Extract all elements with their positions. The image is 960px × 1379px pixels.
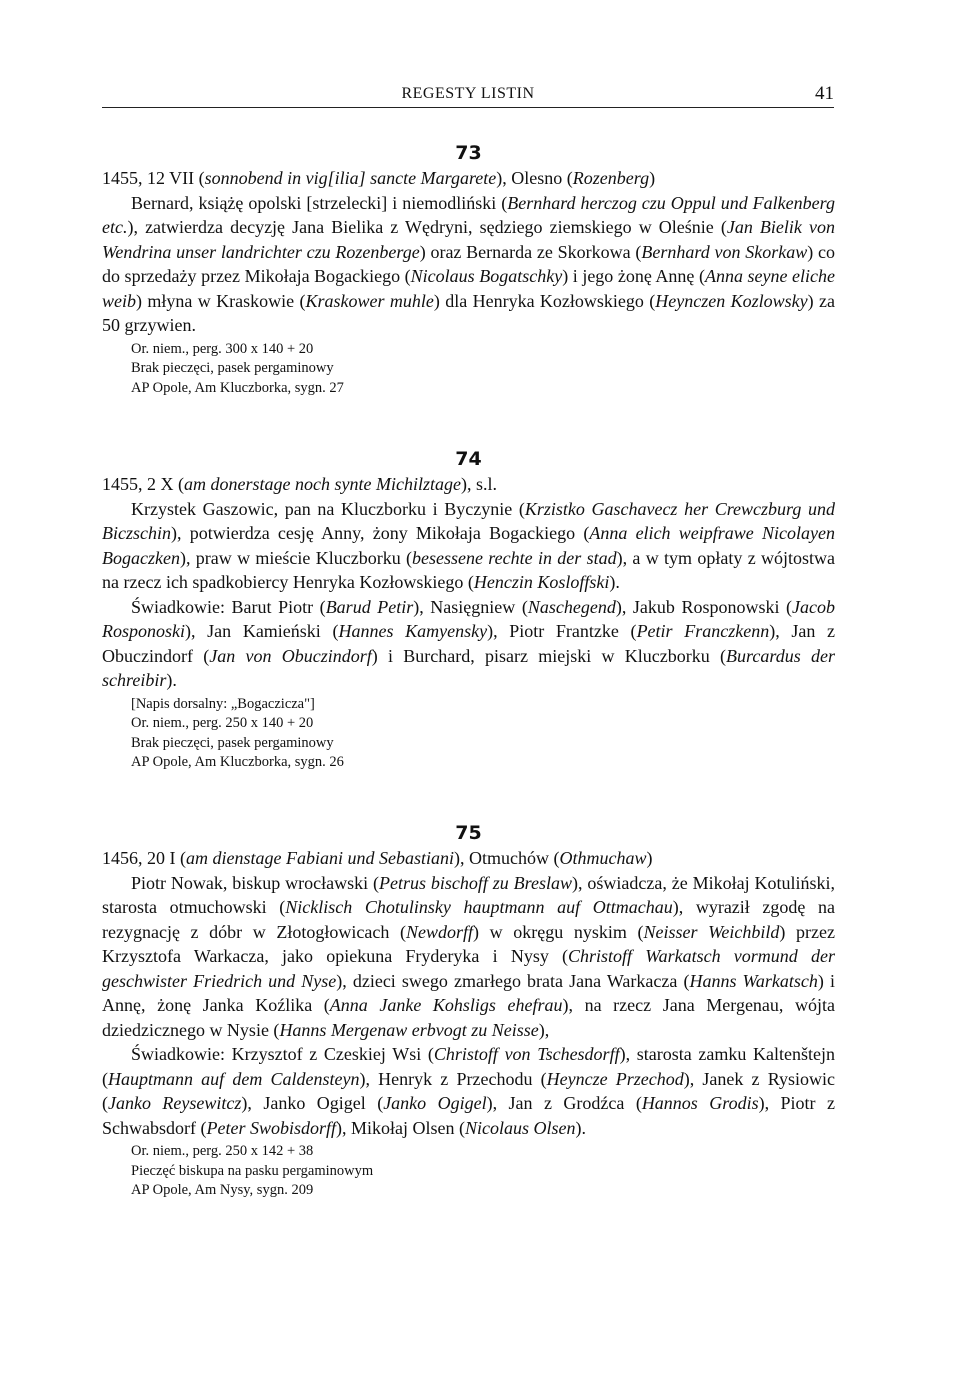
entry-notes (102, 340, 835, 399)
text-run: ). (166, 670, 177, 690)
original-wording: Kraskower muhle (305, 290, 434, 311)
original-wording: Henczin Kosloffski (473, 572, 610, 592)
text-run: ), dzieci swego zmarłego brata Jana Warkacza ( (336, 970, 690, 991)
entry-summary (102, 871, 835, 1043)
text-run: 1456, 20 I ( (102, 848, 186, 868)
original-wording: Othmuchaw (559, 848, 647, 868)
original-wording: Jan von Obuczindorf (209, 645, 372, 666)
text-run: ), a w tym opłaty z wójtostwa na rzecz ich spadkobiercy Henryka Kozłowskiego ( (102, 547, 835, 592)
text-run: ) dla Henryka Kozłowskiego ( (433, 290, 656, 311)
entry-witnesses (102, 595, 835, 693)
note-line: Or. niem., perg. 300 x 140 + 20 (131, 340, 314, 357)
text-run: 1455, 2 X ( (102, 474, 184, 494)
original-wording: Hanns Warkatsch (689, 970, 818, 991)
original-wording: Bernhard von Skorkaw (641, 241, 808, 262)
original-wording: am dienstage Fabiani und Sebastiani (186, 848, 454, 868)
entry-number: 73 (455, 142, 482, 164)
text-run: ). (609, 572, 620, 592)
original-wording: Rozenberg (572, 168, 650, 188)
entry-dateline (102, 472, 835, 497)
text-run: ) młyna w Kraskowie ( (136, 290, 306, 311)
regest-entry (102, 448, 835, 773)
text-run: ) i jego żonę Annę ( (562, 266, 705, 286)
entry-number: 75 (455, 822, 482, 844)
original-wording: Heyncze Przechod (546, 1068, 684, 1089)
entry-dateline (102, 846, 835, 871)
text-run: ), Piotr Frantzke ( (487, 621, 637, 641)
note-line: Brak pieczęci, pasek pergaminowy (131, 360, 334, 376)
regest-entry (102, 822, 835, 1201)
original-wording: Petrus bischoff zu Breslaw (379, 872, 572, 893)
text-run: ) (646, 848, 653, 868)
entry-dateline (102, 166, 835, 191)
original-wording: sonnobend in vig[ilia] sancte Margarete (204, 168, 497, 188)
entry-summary (102, 497, 835, 595)
text-run: ), Olesno ( (496, 168, 573, 188)
text-run: Świadkowie: Krzysztof z Czeskiej Wsi ( (131, 1044, 434, 1064)
text-run: ), Jan z Obuczindorf ( (102, 621, 836, 666)
text-run: ), Janko Ogigel ( (241, 1093, 384, 1113)
original-wording: Newdorff (405, 921, 473, 942)
note-line: Or. niem., perg. 250 x 142 + 38 (131, 1143, 314, 1159)
original-wording: Anna elich weipfrawe Nicolayen Bogaczken (102, 523, 835, 568)
original-wording: Heynczen Kozlowsky (655, 290, 808, 311)
original-wording: Christoff Warkatsch vormund der geschwister Friedrich und Nyse (102, 946, 835, 991)
text-run: ) (649, 168, 656, 188)
original-wording: Peter Swobisdorff (206, 1117, 336, 1138)
text-run: ), Otmuchów ( (453, 848, 560, 868)
text-run: ) co do sprzedaży przez Mikołaja Bogackiego ( (102, 241, 835, 286)
regest-entry (102, 142, 835, 398)
text-run: ) za 50 grzywien. (102, 290, 835, 335)
text-run: ), Jan Kamieński ( (185, 621, 339, 641)
running-header (102, 83, 834, 108)
note-line: Brak pieczęci, pasek pergaminowy (131, 734, 334, 751)
original-wording: Hauptmann auf dem Caldensteyn (108, 1068, 360, 1089)
text-run: ), Janek z Rysiowic ( (102, 1068, 835, 1113)
text-run: ), praw w mieście Kluczborku ( (179, 547, 413, 568)
original-wording: Jacob Rosponoski (102, 596, 836, 641)
text-run: ), na rzecz Jana Mergenau, wójta dziedzicznego w Nysie ( (102, 995, 835, 1040)
text-run: ), Jakub Rosponowski ( (615, 596, 793, 617)
text-run: ), potwierdza cesję Anny, żony Mikołaja Bogackiego ( (171, 523, 590, 543)
original-wording: besessene rechte in der stad (412, 547, 617, 568)
original-wording: Anna Janke Kohsligs ehefrau (329, 995, 563, 1015)
entry-number: 74 (455, 448, 482, 470)
note-line: Pieczęć biskupa na pasku pergaminowym (131, 1162, 374, 1179)
original-wording: Hannos Grodis (641, 1093, 759, 1113)
text-run: ), Piotr z Schwabsdorf ( (102, 1093, 835, 1138)
text-run: ), wyraził zgodę na rezygnację z dóbr w Złotogłowicach ( (102, 897, 836, 942)
entry-witnesses (102, 1042, 835, 1140)
text-run: ) i Annę, żonę Janka Koźlika ( (102, 970, 835, 1015)
text-run: 1455, 12 VII ( (102, 168, 205, 188)
note-line: Or. niem., perg. 250 x 140 + 20 (131, 715, 314, 731)
text-run: ) przez Krzysztofa Warkacza, jako opiekuna Fryderyka i Nysy ( (102, 921, 835, 966)
original-wording: Neisser Weichbild (643, 921, 780, 942)
entry-notes (102, 1142, 835, 1201)
note-line: AP Opole, Am Kluczborka, sygn. 27 (131, 379, 344, 396)
text-run: ), Nasięgniew ( (413, 596, 528, 617)
original-wording: Bernhard herczog czu Oppul und Falkenberg etc. (102, 192, 835, 237)
text-run: ) w okręgu nyskim ( (473, 921, 644, 942)
running-title: REGESTY LISTIN (401, 85, 535, 102)
note-line: AP Opole, Am Nysy, sygn. 209 (131, 1182, 314, 1198)
entry-summary (102, 191, 835, 338)
original-wording: Janko Reysewitcz (108, 1093, 242, 1113)
original-wording: am donerstage noch synte Michilztage (184, 474, 461, 494)
text-run: ), Jan z Grodźca ( (486, 1093, 642, 1113)
original-wording: Jan Bielik von Wendrina unser landrichter czu Rozenberge (102, 217, 835, 262)
original-wording: Krzistko Gaschavecz her Crewczburg und Biczschin (102, 498, 836, 543)
note-line: AP Opole, Am Kluczborka, sygn. 26 (131, 754, 344, 770)
text-run: ), oświadcza, że Mikołaj Kotuliński, starosta otmuchowski ( (102, 872, 835, 917)
text-run: ), (538, 1019, 550, 1040)
original-wording: Nicolaus Bogatschky (410, 266, 563, 286)
original-wording: Barud Petir (325, 596, 414, 617)
note-line: [Napis dorsalny: „Bogaczicza"] (131, 695, 315, 712)
text-run: ), Mikołaj Olsen ( (335, 1117, 465, 1138)
original-wording: Hannes Kamyensky (338, 621, 488, 641)
original-wording: Anna seyne eliche weib (102, 266, 836, 311)
text-run: Piotr Nowak, biskup wrocławski ( (131, 872, 380, 893)
original-wording: Christoff von Tschesdorff (433, 1044, 620, 1064)
original-wording: Nicolaus Olsen (464, 1117, 576, 1138)
original-wording: Petir Franczkenn (636, 621, 770, 641)
original-wording: Nicklisch Chotulinsky hauptmann auf Ottmachau (285, 897, 673, 917)
text-run: ), s.l. (460, 474, 497, 494)
text-run: ), zatwierdza decyzję Jana Bielika z Wędryni, sędziego ziemskiego w Oleśnie ( (127, 217, 727, 237)
text-run: ), starosta zamku Kaltenštejn ( (102, 1044, 835, 1089)
original-wording: Naschegend (527, 596, 616, 617)
text-run: Świadkowie: Barut Piotr ( (131, 596, 326, 617)
original-wording: Hanns Mergenaw erbvogt zu Neisse (279, 1019, 539, 1040)
original-wording: Burcardus der schreibir (102, 645, 835, 690)
text-run: ). (575, 1117, 586, 1138)
text-run: ) oraz Bernarda ze Skorkowa ( (419, 241, 642, 262)
text-run: Krzystek Gaszowic, pan na Kluczborku i Byczynie ( (131, 498, 525, 519)
original-wording: Janko Ogigel (383, 1093, 487, 1113)
entry-notes (102, 695, 835, 773)
text-run: ), Henryk z Przechodu ( (359, 1068, 547, 1089)
page-number: 41 (815, 83, 834, 104)
text-run: Bernard, książę opolski [strzelecki] i niemodliński ( (131, 192, 508, 213)
text-run: ) i Burchard, pisarz miejski w Kluczborku ( (371, 645, 727, 666)
